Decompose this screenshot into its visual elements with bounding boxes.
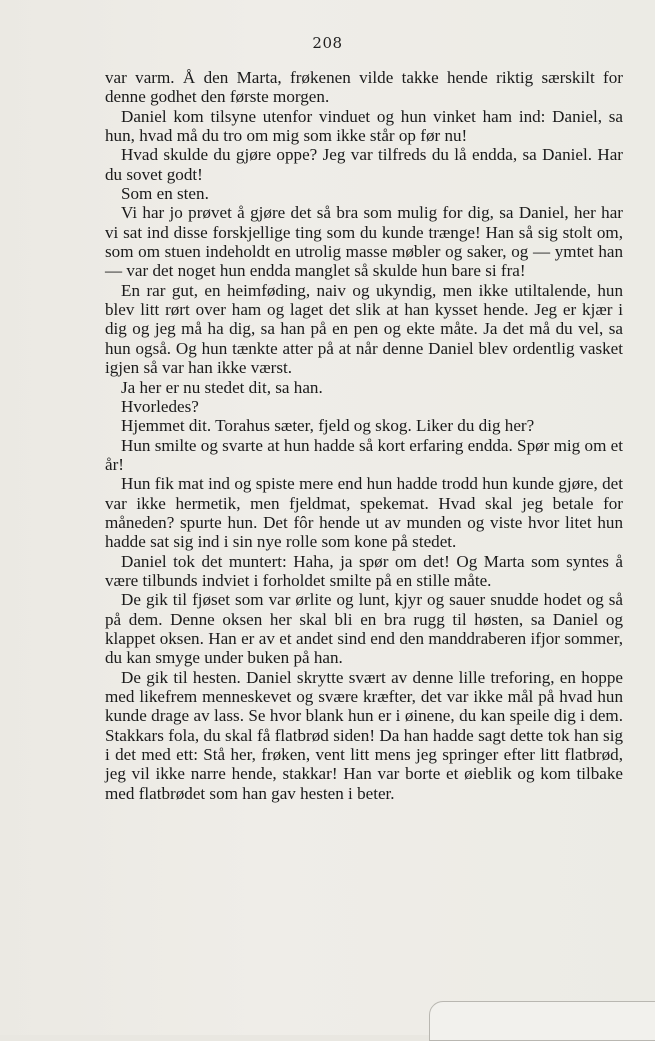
paragraph: En rar gut, en heimføding, naiv og ukyndig, men ikke utiltalende, hun blev litt rørt over ham og laget det slik at han kysset hende. Jeg er kjær i dig og jeg må ha dig, sa han på en pen og ekte måte. Ja det må du vel, sa hun også. Og hun tænkte atter på at når denne Daniel blev ordentlig vasket igjen så var han ikke værst. [105,280,623,378]
paragraph: De gik til fjøset som var ørlite og lunt, kjyr og sauer snudde hodet og så på dem. Denne oksen her skal bli en bra rugg til høsten, sa Daniel og klappet oksen. Han er av et andet sind end den manddraberen ifjor sommer, du kan smyge under buken på han. [105,590,623,668]
paragraph: Hvad skulde du gjøre oppe? Jeg var tilfreds du lå endda, sa Daniel. Har du sovet godt! [105,145,623,184]
paragraph: Daniel kom tilsyne utenfor vinduet og hun vinket ham ind: Daniel, sa hun, hvad må du tro om mig som ikke står op før nu! [105,106,623,146]
paragraph: Som en sten. [121,184,209,204]
paragraph: Hun fik mat ind og spiste mere end hun hadde trodd hun kunde gjøre, det var ikke hermetik, men fjeldmat, spekemat. Hvad skal jeg betale for måneden? spurte hun. Det fôr hende ut av munden og viste hvor litet hun hadde sat sig ind i sin nye rolle som kone på stedet. [105,474,623,552]
paragraph: Daniel tok det muntert: Haha, ja spør om det! Og Marta som syntes å være tilbunds indviet i forholdet smilte på en stille måte. [105,551,623,590]
paragraph: var varm. Å den Marta, frøkenen vilde takke hende riktig særskilt for denne godhet den første morgen. [105,68,623,107]
paragraph: Vi har jo prøvet å gjøre det så bra som mulig for dig, sa Daniel, her har vi sat ind disse forskjellige ting som du kunde trænge! Han så sig stolt om, som om stuen indeholdt en utrolig masse møbler og saker, og — ymtet han — var det noget hun endda manglet så skulde hun bare si fra! [105,203,623,281]
paragraph: Hvorledes? [121,396,199,416]
page-number: 208 [312,34,343,52]
paragraph: Ja her er nu stedet dit, sa han. [121,377,323,397]
paragraph: Hun smilte og svarte at hun hadde så kort erfaring endda. Spør mig om et år! [105,435,623,474]
page-corner-tab [429,1001,655,1041]
page-text [105,68,623,803]
paragraph: De gik til hesten. Daniel skrytte svært av denne lille treforing, en hoppe med likefrem menneskevet og svære kræfter, det var ikke mål på hvad hun kunde drage av lass. Se hvor blank hun er i øinene, du kan speile dig i dem. Stakkars fola, du skal få flatbrød siden! Da han hadde sagt dette tok han sig i det med ett: Stå her, frøken, vent litt mens jeg springer efter litt flatbrød, jeg vil ikke narre hende, stakkar! Han var borte et øieblik og kom tilbake med flatbrødet som han gav hesten i beter. [105,667,623,803]
paragraph: Hjemmet dit. Torahus sæter, fjeld og skog. Liker du dig her? [121,416,535,436]
